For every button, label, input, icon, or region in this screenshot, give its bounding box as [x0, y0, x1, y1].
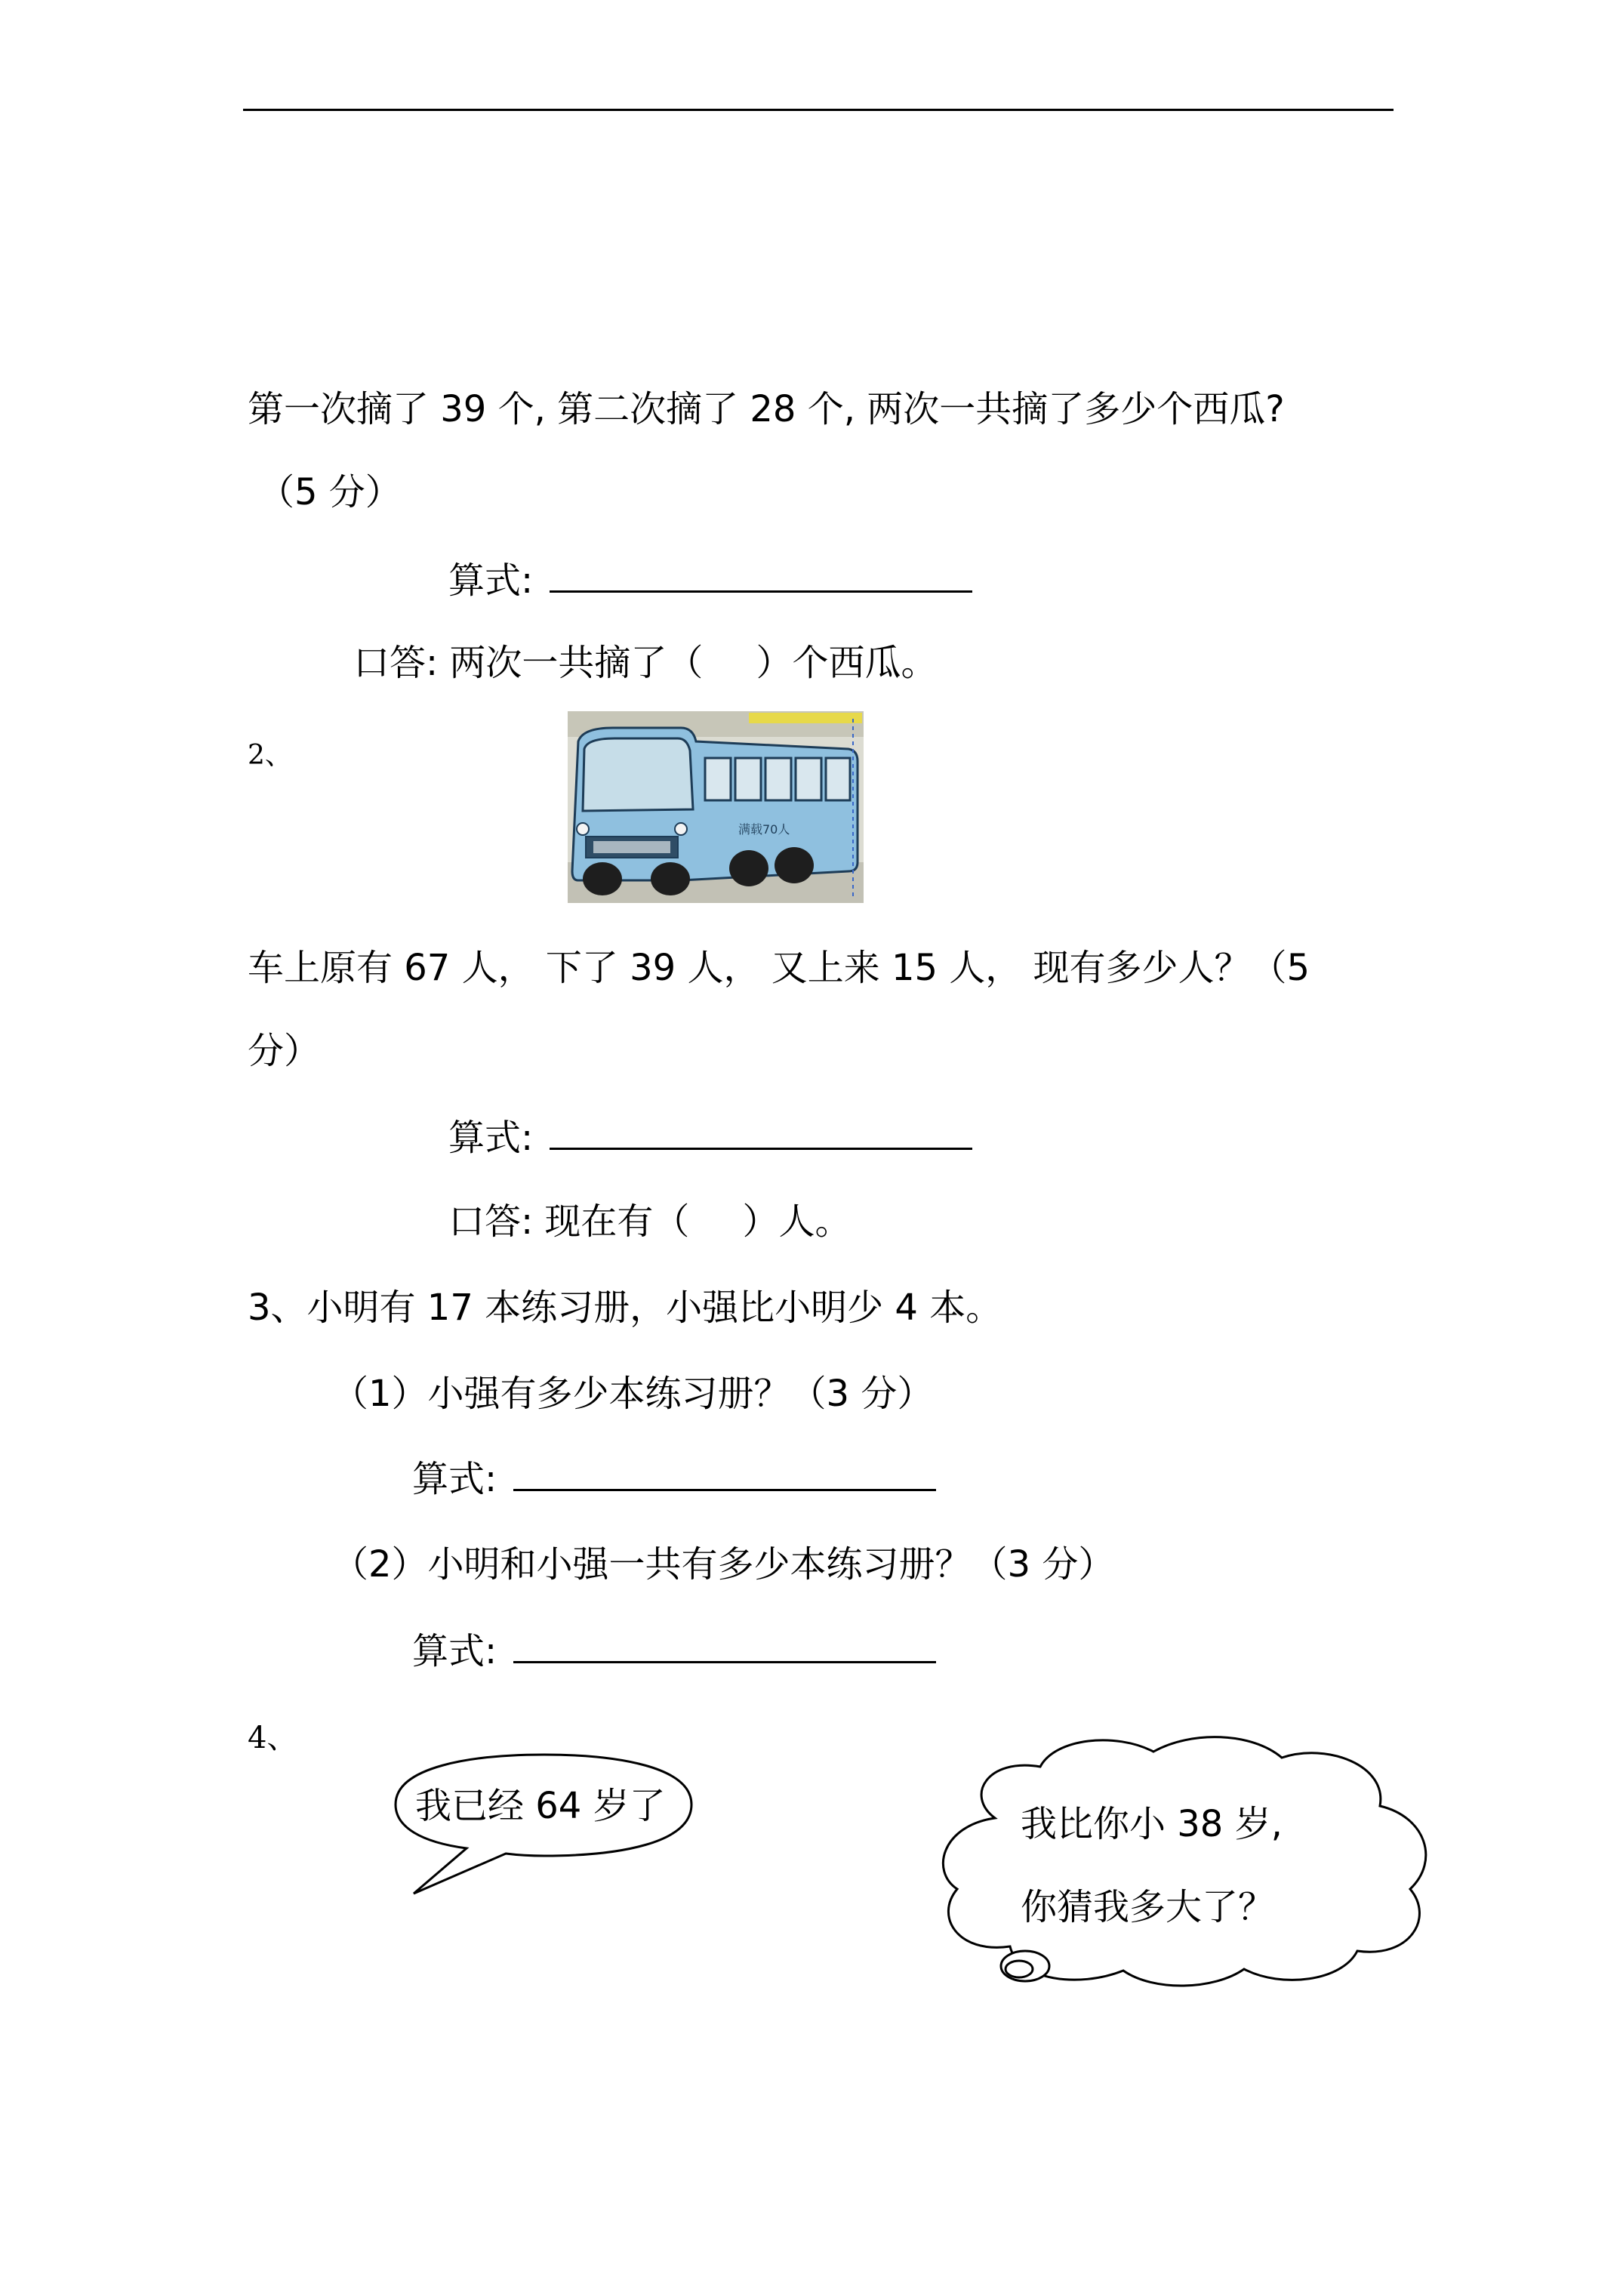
answer-suffix: ）人。: [742, 1200, 852, 1243]
q2-text: 车上原有 67 人， 下了 39 人， 又上来 15 人， 现有多少人？（5: [248, 947, 1310, 989]
q3-sub2-formula: [412, 1628, 936, 1674]
thought-cloud-line2: 你猜我多大了？: [1021, 1886, 1275, 1928]
q2-formula: [448, 1114, 972, 1160]
bus-illustration: [568, 711, 864, 903]
q1-formula: [448, 557, 972, 603]
formula-answer-blank[interactable]: [513, 1628, 936, 1663]
thought-cloud-line1: 我比你小 38 岁,: [1021, 1803, 1283, 1845]
q1-answer: [353, 640, 937, 686]
answer-suffix: ）个西瓜。: [756, 642, 938, 684]
answer-prefix: 口答: 现在有（: [448, 1200, 690, 1243]
q3-sub1-formula: [412, 1456, 936, 1502]
q2-text-continued: 分）: [248, 1030, 321, 1072]
formula-label: 算式:: [412, 1458, 497, 1500]
formula-answer-blank[interactable]: [550, 1114, 972, 1150]
formula-label: 算式:: [448, 559, 534, 602]
q2-number: 2、: [248, 740, 292, 771]
q1-text: 第一次摘了 39 个, 第二次摘了 28 个, 两次一共摘了多少个西瓜?: [248, 388, 1285, 430]
answer-prefix: 口答: 两次一共摘了（: [353, 642, 704, 684]
q3-sub1: （1）小强有多少本练习册？（3 分）: [332, 1373, 934, 1415]
q3-sub2: （2）小明和小强一共有多少本练习册？（3 分）: [332, 1543, 1115, 1586]
formula-answer-blank[interactable]: [513, 1456, 936, 1491]
thought-cloud-right: [927, 1727, 1442, 2004]
formula-label: 算式:: [412, 1630, 497, 1672]
header-rule: [243, 109, 1394, 111]
formula-label: 算式:: [448, 1117, 534, 1159]
q1-score: （5 分）: [258, 471, 402, 513]
q3-text: 3、小明有 17 本练习册，小强比小明少 4 本。: [248, 1287, 1002, 1329]
speech-bubble-left-text: 我已经 64 岁了: [415, 1785, 666, 1827]
formula-answer-blank[interactable]: [550, 557, 972, 593]
q2-answer: [448, 1199, 851, 1244]
q4-number: 4、: [248, 1721, 297, 1755]
bus-sign: 满载70人: [738, 822, 790, 837]
